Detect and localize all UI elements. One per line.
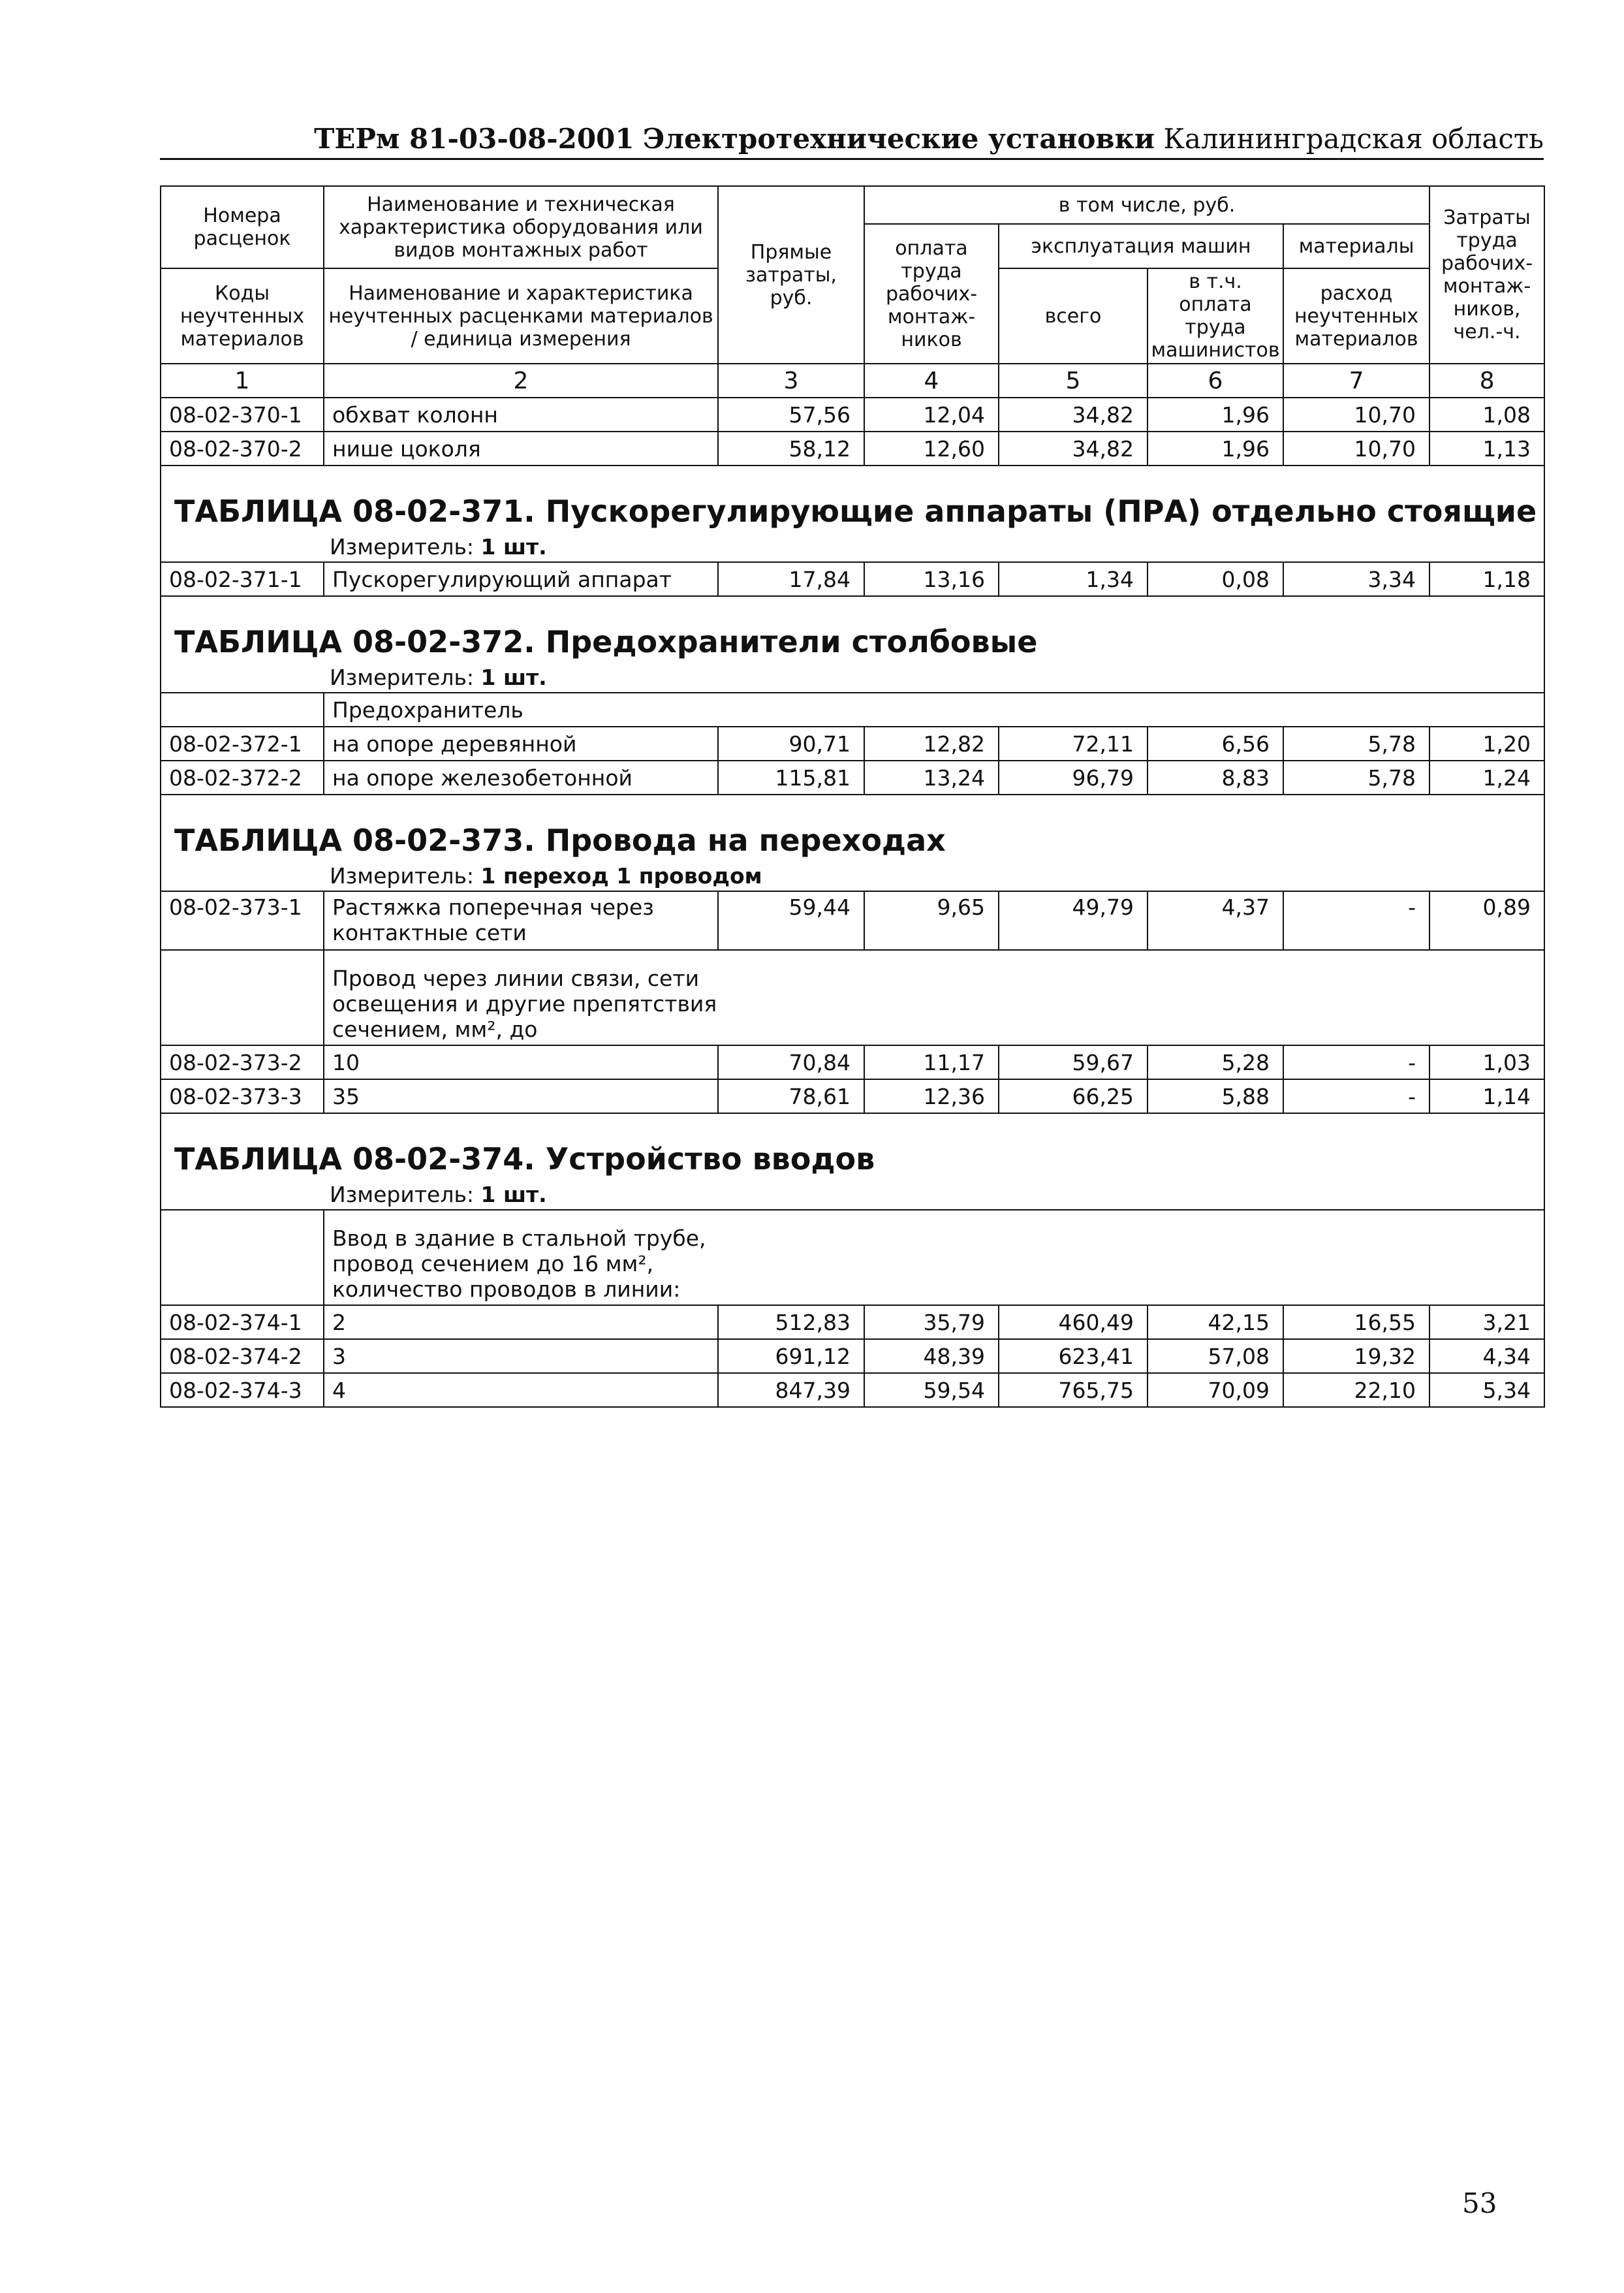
wages: 13,16 — [864, 562, 999, 596]
table-title: ТАБЛИЦА 08-02-371. Пускорегулирующие аппараты (ПРА) отдельно стоящие — [161, 466, 1544, 533]
operator-wages: 70,09 — [1148, 1373, 1283, 1407]
operator-wages: 42,15 — [1148, 1305, 1283, 1339]
col-head-materials: материалы — [1283, 224, 1429, 268]
labor-cost: 1,24 — [1429, 761, 1544, 795]
rate-name: 35 — [324, 1079, 718, 1113]
empty-cell — [161, 693, 324, 727]
empty-cell — [161, 1210, 324, 1305]
measure-value: 1 шт. — [480, 534, 547, 560]
rate-name: на опоре деревянной — [324, 727, 718, 761]
group-label: Предохранитель — [324, 693, 1544, 727]
measure-line — [161, 862, 1544, 891]
measure-value: 1 шт. — [480, 665, 547, 690]
rate-code: 08-02-371-1 — [161, 562, 324, 596]
col-head-num: Номера расценок — [161, 186, 324, 268]
wages: 48,39 — [864, 1339, 999, 1373]
group-label-cell — [324, 950, 1544, 1045]
rate-name: на опоре железобетонной — [324, 761, 718, 795]
materials-cost: 10,70 — [1283, 432, 1429, 466]
wages: 12,36 — [864, 1079, 999, 1113]
header-code: ТЕРм 81-03-08-2001 — [314, 123, 634, 155]
price-table — [160, 185, 1545, 1408]
operator-wages: 5,88 — [1148, 1079, 1283, 1113]
rate-code: 08-02-372-1 — [161, 727, 324, 761]
col-number: 7 — [1283, 364, 1429, 398]
direct-cost: 847,39 — [718, 1373, 864, 1407]
labor-cost: 5,34 — [1429, 1373, 1544, 1407]
rate-code: 08-02-372-2 — [161, 761, 324, 795]
col-head-machines: эксплуатация машин — [999, 224, 1283, 268]
rate-code: 08-02-373-3 — [161, 1079, 324, 1113]
rate-name: 2 — [324, 1305, 718, 1339]
group-label-cell — [324, 1210, 1544, 1305]
wages: 9,65 — [864, 891, 999, 950]
machines-cost: 34,82 — [999, 432, 1148, 466]
rate-name: нише цоколя — [324, 432, 718, 466]
operator-wages: 1,96 — [1148, 398, 1283, 432]
operator-wages: 8,83 — [1148, 761, 1283, 795]
machines-cost: 49,79 — [999, 891, 1148, 950]
labor-cost: 1,03 — [1429, 1045, 1544, 1079]
machines-cost: 765,75 — [999, 1373, 1148, 1407]
page-number: 53 — [1462, 2187, 1497, 2219]
header-rule — [160, 158, 1544, 160]
measure-line — [161, 533, 1544, 562]
labor-cost: 0,89 — [1429, 891, 1544, 950]
col-head-operator-wages: в т.ч. оплата труда машинистов — [1148, 268, 1283, 364]
direct-cost: 17,84 — [718, 562, 864, 596]
rate-name: Растяжка поперечная через контактные сети — [324, 891, 718, 950]
machines-cost: 72,11 — [999, 727, 1148, 761]
direct-cost: 512,83 — [718, 1305, 864, 1339]
rate-name: Пускорегулирующий аппарат — [324, 562, 718, 596]
rate-code: 08-02-374-2 — [161, 1339, 324, 1373]
table-row — [161, 1339, 1544, 1373]
col-head-material-name: Наименование и характеристика неучтенных расценками материалов / единица измерения — [324, 268, 718, 364]
measure-label: Измеритель: — [330, 863, 475, 889]
table-title: ТАБЛИЦА 08-02-372. Предохранители столбовые — [161, 596, 1544, 663]
col-number: 6 — [1148, 364, 1283, 398]
machines-cost: 460,49 — [999, 1305, 1148, 1339]
measure-label: Измеритель: — [330, 1182, 475, 1207]
col-number: 5 — [999, 364, 1148, 398]
wages: 12,04 — [864, 398, 999, 432]
direct-cost: 78,61 — [718, 1079, 864, 1113]
rate-name: 10 — [324, 1045, 718, 1079]
direct-cost: 115,81 — [718, 761, 864, 795]
machines-cost: 1,34 — [999, 562, 1148, 596]
group-label: Ввод в здание в стальной трубе, провод сечением до 16 мм², количество проводов в линии: — [332, 1226, 706, 1302]
labor-cost: 1,20 — [1429, 727, 1544, 761]
table-row — [161, 1373, 1544, 1407]
rate-code: 08-02-373-2 — [161, 1045, 324, 1079]
header-title: Электротехнические установки — [642, 123, 1155, 155]
materials-cost: 10,70 — [1283, 398, 1429, 432]
col-number: 1 — [161, 364, 324, 398]
labor-cost: 1,13 — [1429, 432, 1544, 466]
labor-cost: 1,14 — [1429, 1079, 1544, 1113]
col-head-material-consumption: расход неучтенных материалов — [1283, 268, 1429, 364]
direct-cost: 58,12 — [718, 432, 864, 466]
table-row — [161, 1305, 1544, 1339]
wages: 35,79 — [864, 1305, 999, 1339]
operator-wages: 1,96 — [1148, 432, 1283, 466]
direct-cost: 70,84 — [718, 1045, 864, 1079]
table-title: ТАБЛИЦА 08-02-374. Устройство вводов — [161, 1113, 1544, 1180]
materials-cost: - — [1283, 891, 1429, 950]
machines-cost: 623,41 — [999, 1339, 1148, 1373]
table-title: ТАБЛИЦА 08-02-373. Провода на переходах — [161, 795, 1544, 862]
materials-cost: - — [1283, 1045, 1429, 1079]
col-head-including: в том числе, руб. — [864, 186, 1429, 224]
materials-cost: 5,78 — [1283, 727, 1429, 761]
wages: 13,24 — [864, 761, 999, 795]
col-number: 2 — [324, 364, 718, 398]
table-row — [161, 398, 1544, 432]
rate-name: 3 — [324, 1339, 718, 1373]
group-label: Провод через линии связи, сети освещения и другие препятствия сечением, мм², до — [332, 966, 717, 1042]
measure-label: Измеритель: — [330, 534, 475, 560]
machines-cost: 96,79 — [999, 761, 1148, 795]
operator-wages: 5,28 — [1148, 1045, 1283, 1079]
labor-cost: 4,34 — [1429, 1339, 1544, 1373]
col-number: 3 — [718, 364, 864, 398]
operator-wages: 57,08 — [1148, 1339, 1283, 1373]
rate-name: обхват колонн — [324, 398, 718, 432]
materials-cost: 5,78 — [1283, 761, 1429, 795]
measure-value: 1 переход 1 проводом — [480, 863, 762, 889]
materials-cost: 3,34 — [1283, 562, 1429, 596]
table-row — [161, 562, 1544, 596]
machines-cost: 34,82 — [999, 398, 1148, 432]
rate-code: 08-02-374-3 — [161, 1373, 324, 1407]
direct-cost: 59,44 — [718, 891, 864, 950]
table-row — [161, 432, 1544, 466]
page-header — [160, 123, 1544, 155]
operator-wages: 0,08 — [1148, 562, 1283, 596]
empty-cell — [161, 950, 324, 1045]
rate-code: 08-02-370-1 — [161, 398, 324, 432]
measure-value: 1 шт. — [480, 1182, 547, 1207]
col-head-direct: Прямые затраты, руб. — [718, 186, 864, 364]
direct-cost: 691,12 — [718, 1339, 864, 1373]
wages: 12,60 — [864, 432, 999, 466]
materials-cost: - — [1283, 1079, 1429, 1113]
materials-cost: 22,10 — [1283, 1373, 1429, 1407]
machines-cost: 59,67 — [999, 1045, 1148, 1079]
labor-cost: 1,08 — [1429, 398, 1544, 432]
rate-code: 08-02-370-2 — [161, 432, 324, 466]
col-head-wages: оплата труда рабочих-монтаж-ников — [864, 224, 999, 364]
col-number: 8 — [1429, 364, 1544, 398]
wages: 12,82 — [864, 727, 999, 761]
table-row — [161, 761, 1544, 795]
rate-code: 08-02-374-1 — [161, 1305, 324, 1339]
labor-cost: 1,18 — [1429, 562, 1544, 596]
materials-cost: 19,32 — [1283, 1339, 1429, 1373]
wages: 11,17 — [864, 1045, 999, 1079]
labor-cost: 3,21 — [1429, 1305, 1544, 1339]
col-head-machines-total: всего — [999, 268, 1148, 364]
table-row — [161, 727, 1544, 761]
measure-line — [161, 1180, 1544, 1210]
col-number: 4 — [864, 364, 999, 398]
machines-cost: 66,25 — [999, 1079, 1148, 1113]
col-head-codes: Коды неучтенных материалов — [161, 268, 324, 364]
table-row — [161, 891, 1544, 950]
table-row — [161, 1045, 1544, 1079]
rate-code: 08-02-373-1 — [161, 891, 324, 950]
materials-cost: 16,55 — [1283, 1305, 1429, 1339]
direct-cost: 57,56 — [718, 398, 864, 432]
measure-line — [161, 663, 1544, 693]
operator-wages: 6,56 — [1148, 727, 1283, 761]
col-head-labor: Затраты труда рабочих-монтаж-ников, чел.-ч. — [1429, 186, 1544, 364]
wages: 59,54 — [864, 1373, 999, 1407]
rate-name: 4 — [324, 1373, 718, 1407]
operator-wages: 4,37 — [1148, 891, 1283, 950]
table-row — [161, 1079, 1544, 1113]
direct-cost: 90,71 — [718, 727, 864, 761]
measure-label: Измеритель: — [330, 665, 475, 690]
header-region: Калининградская область — [1163, 123, 1544, 155]
col-head-name: Наименование и техническая характеристика оборудования или видов монтажных работ — [324, 186, 718, 268]
